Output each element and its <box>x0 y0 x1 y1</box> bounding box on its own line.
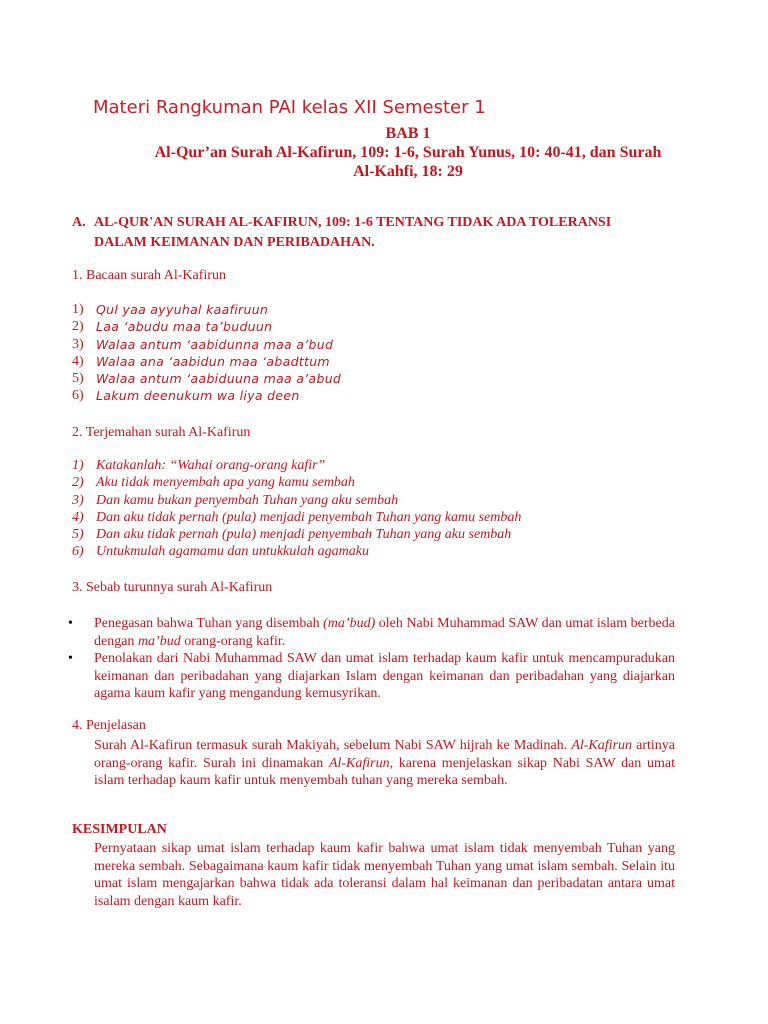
document-title: Materi Rangkuman PAI kelas XII Semester 1 <box>93 97 486 118</box>
text: Al-Kafirun <box>328 755 390 771</box>
bullet-icon: • <box>68 616 73 631</box>
text: Al-Kafirun <box>571 738 632 753</box>
list-item <box>68 650 675 703</box>
list-item <box>72 475 692 492</box>
bullet-icon: • <box>68 651 73 666</box>
bacaan-list <box>72 302 672 406</box>
terjemahan-heading: 2. Terjemahan surah Al-Kafirun <box>72 425 251 440</box>
list-item <box>72 527 692 544</box>
item-number: 5) <box>72 371 84 387</box>
text: artinya orang-orang kafir. Surah ini dinamakan <box>94 738 675 771</box>
item-text: Walaa ana ‘aabidun maa ‘abadttum <box>96 353 330 369</box>
penjelasan-heading: 4. Penjelasan <box>72 718 146 733</box>
text: Penegasan bahwa Tuhan yang disembah <box>94 616 324 631</box>
list-item <box>72 354 672 371</box>
list-item <box>72 302 672 319</box>
item-text: Aku tidak menyembah apa yang kamu sembah <box>96 475 355 491</box>
kesimpulan-heading: KESIMPULAN <box>72 822 167 837</box>
text: ma’bud <box>137 633 181 649</box>
list-item <box>72 319 672 336</box>
item-number: 2) <box>72 319 84 335</box>
text: Surah Al-Kafirun termasuk surah Makiyah, sebelum Nabi SAW hijrah ke Madinah. <box>94 738 572 753</box>
item-number: 2) <box>72 475 84 491</box>
item-text: Katakanlah: “Wahai orang-orang kafir” <box>96 458 326 473</box>
item-text: Dan aku tidak pernah (pula) menjadi penyembah Tuhan yang aku sembah <box>96 527 512 543</box>
item-number: 1) <box>72 302 84 317</box>
chapter-heading: BAB 1 <box>385 125 431 142</box>
section-line: DALAM KEIMANAN DAN PERIBADAHAN. <box>94 235 375 250</box>
item-text: Walaa antum ‘aabidunna maa a’bud <box>96 336 334 352</box>
item-number: 3) <box>72 492 84 508</box>
section-a-heading <box>72 213 682 253</box>
sebab-heading: 3. Sebab turunnya surah Al-Kafirun <box>72 580 273 595</box>
text: oleh Nabi Muhammad SAW dan umat islam berbeda dengan <box>94 616 675 649</box>
section-line: AL-QUR'AN SURAH AL-KAFIRUN, 109: 1-6 TENTANG TIDAK ADA TOLERANSI <box>94 215 612 230</box>
bacaan-heading: 1. Bacaan surah Al-Kafirun <box>72 268 226 283</box>
item-number: 6) <box>72 388 84 404</box>
terjemahan-list <box>72 458 692 562</box>
list-item <box>68 615 675 650</box>
text: orang-orang kafir. <box>180 633 286 649</box>
text: (ma’bud) <box>323 616 376 631</box>
item-number: 1) <box>72 458 84 473</box>
item-text: Qul yaa ayyuhal kaafiruun <box>96 302 269 317</box>
penjelasan-paragraph <box>94 737 675 790</box>
item-number: 5) <box>72 527 84 543</box>
item-number: 4) <box>72 509 84 525</box>
item-text: Dan kamu bukan penyembah Tuhan yang aku sembah <box>96 492 399 508</box>
item-text: Lakum deenukum wa liya deen <box>96 388 300 404</box>
list-item <box>72 388 672 405</box>
item-text: Laa ‘abudu maa ta’buduun <box>96 319 273 335</box>
list-item <box>72 493 692 510</box>
section-number: A. <box>72 215 86 230</box>
list-item <box>72 371 672 388</box>
item-number: 4) <box>72 353 84 369</box>
item-number: 3) <box>72 336 84 352</box>
item-text: Dan aku tidak pernah (pula) menjadi penyembah Tuhan yang kamu sembah <box>96 509 522 525</box>
list-item <box>72 337 672 354</box>
item-text: Walaa antum ‘aabiduuna maa a’abud <box>96 371 342 387</box>
text: , karena menjelaskan sikap Nabi SAW dan umat islam terhadap kaum kafir untuk menyembah tuhan yang mereka sembah. <box>94 755 675 788</box>
chapter-subtitle <box>72 143 744 181</box>
list-item <box>72 458 692 475</box>
kesimpulan-paragraph: Pernyataan sikap umat islam terhadap kaum kafir bahwa umat islam tidak menyembah Tuhan yang mereka sembah. Sebagaimana kaum kafir tidak menyembah Tuhan yang umat islam sembah. Selain itu umat islam mengajarkan bahwa tidak ada toleransi dalam hal keimanan dan peribadatan antara umat isalam dengan kaum kafir. <box>94 841 675 909</box>
subtitle-line: Al-Kahfi, 18: 29 <box>353 163 463 180</box>
item-number: 6) <box>72 544 84 560</box>
subtitle-line: Al-Qur’an Surah Al-Kafirun, 109: 1-6, Surah Yunus, 10: 40-41, dan Surah <box>154 144 662 161</box>
sebab-list <box>68 615 675 703</box>
list-item <box>72 544 692 561</box>
list-item <box>72 510 692 527</box>
text: Penolakan dari Nabi Muhammad SAW dan umat islam terhadap kaum kafir untuk mencampuradukan keimanan dan peribadahan yang diajarkan Islam dengan keimanan dan peribadahan yang diajarkan agama kaum kafir yang mengandung kemusyrikan. <box>94 651 675 701</box>
item-text: Untukmulah agamamu dan untukkulah agamaku <box>96 544 369 560</box>
